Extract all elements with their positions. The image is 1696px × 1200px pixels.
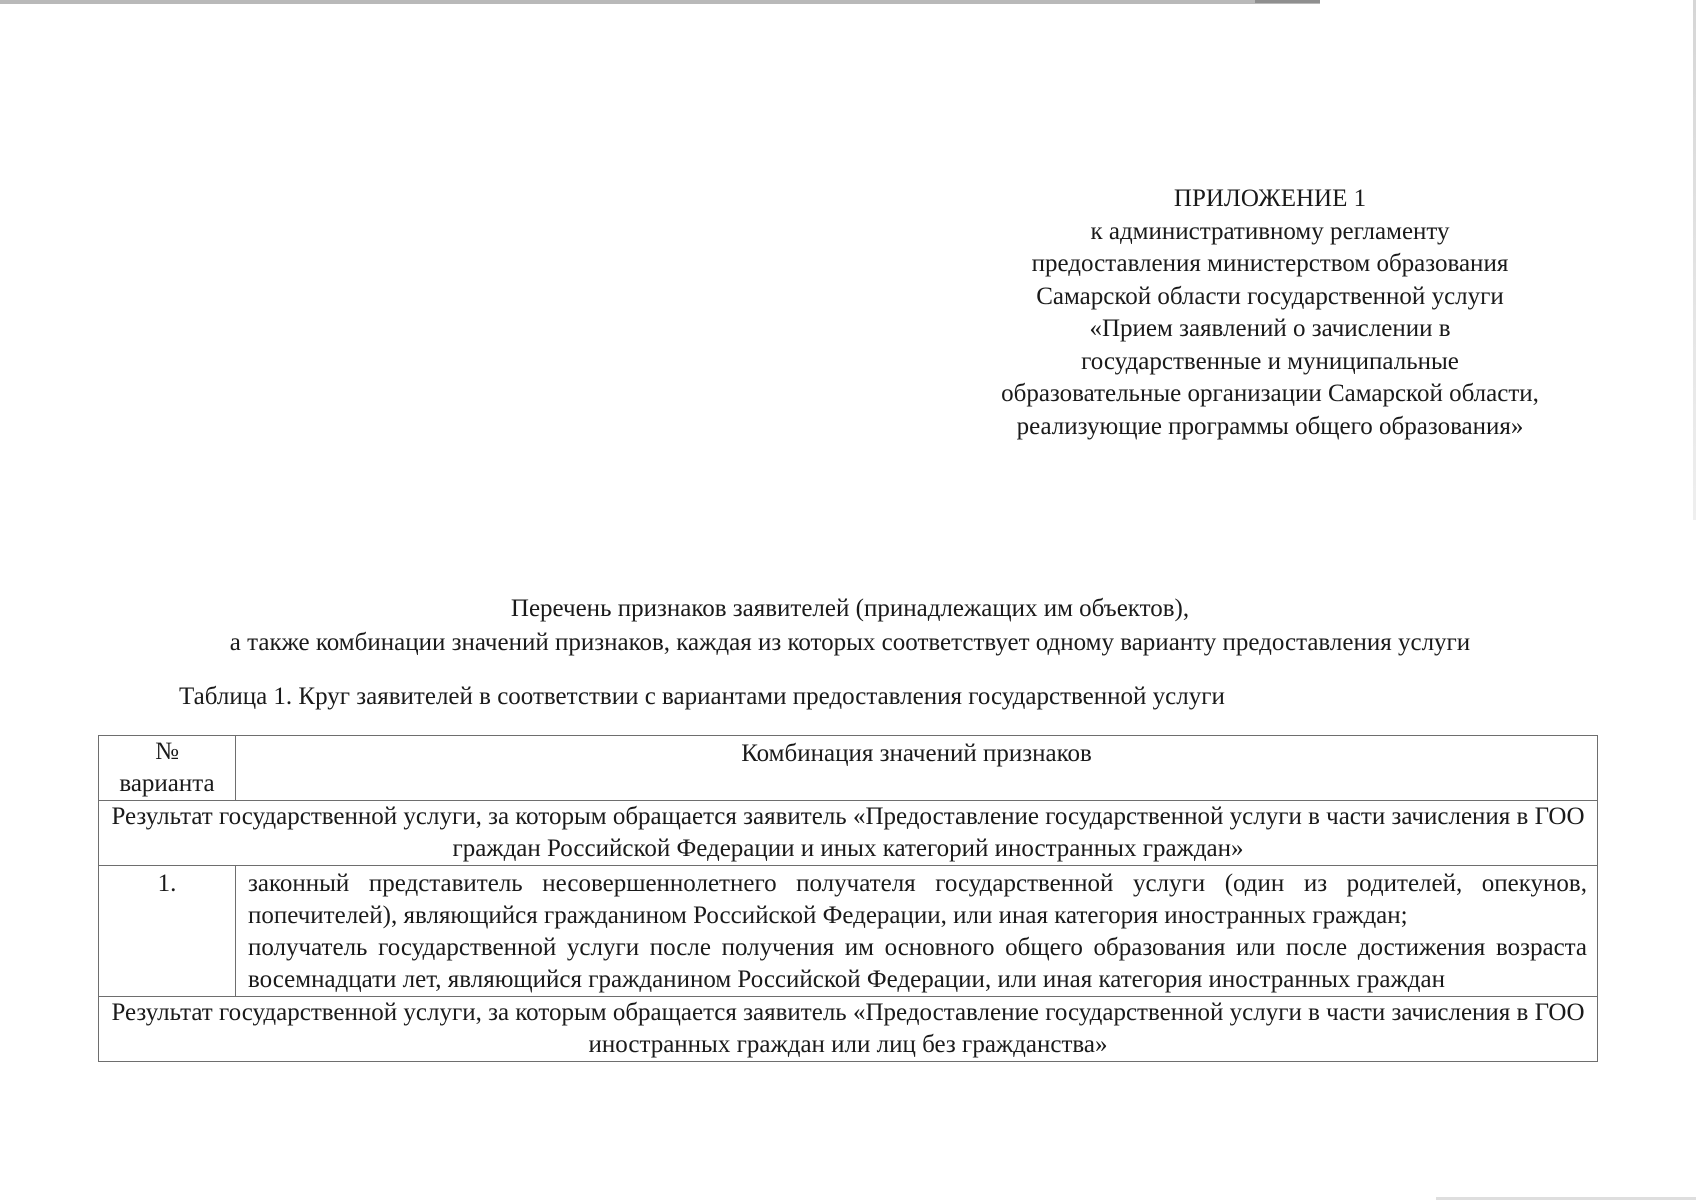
appendix-line: государственные и муниципальные <box>1081 347 1459 375</box>
header-variant-number <box>99 736 236 801</box>
table-row <box>99 866 1598 997</box>
combination-cell <box>236 866 1598 997</box>
appendix-line: образовательные организации Самарской области, <box>1001 380 1539 407</box>
table-caption: Таблица 1. Круг заявителей в соответствии с вариантами предоставления государственной услуги <box>179 683 1225 710</box>
list-title <box>100 592 1600 660</box>
appendix-line: предоставления министерством образования <box>1031 250 1509 277</box>
appendix-line: «Прием заявлений о зачислении в <box>1089 315 1451 342</box>
list-title-line-1: Перечень признаков заявителей (принадлежащих им объектов), <box>510 595 1190 622</box>
applicants-table <box>98 735 1598 1062</box>
list-title-line-2: а также комбинации значений признаков, каждая из которых соответствует одному варианту предоставления услуги <box>229 629 1471 656</box>
scan-top-edge-mark <box>1255 0 1320 3</box>
appendix-line: к административному регламенту <box>1090 217 1450 245</box>
scan-top-edge <box>0 0 1320 4</box>
appendix-line: Самарской области государственной услуги <box>1036 282 1504 310</box>
appendix-title: ПРИЛОЖЕНИЕ 1 <box>1173 185 1367 212</box>
result-cell-1: Результат государственной услуги, за которым обращается заявитель «Предоставление государственной услуги в части зачисления в ГОО граждан Российской Федерации и иных категорий иностранных граждан» <box>99 801 1598 866</box>
header-variant-label: варианта <box>119 770 215 797</box>
combination-paragraph-2: получатель государственной услуги после получения им основного общего образования или после достижения возраста восемнадцати лет, являющийся гражданином Российской Федерации, или иная категория иностранных граждан <box>248 934 1587 993</box>
appendix-line: реализующие программы общего образования» <box>1016 412 1524 440</box>
combination-paragraph-1: законный представитель несовершеннолетнего получателя государственной услуги (один из родителей, опекунов, попечителей), являющийся гражданином Российской Федерации, или иная категория иностранных граждан; <box>248 870 1587 929</box>
header-num-sign: № <box>155 738 179 765</box>
table-row <box>99 997 1598 1062</box>
table-header-row <box>99 736 1598 801</box>
result-cell-2: Результат государственной услуги, за которым обращается заявитель «Предоставление государственной услуги в части зачисления в ГОО иностранных граждан или лиц без гражданства» <box>99 997 1598 1062</box>
table-row <box>99 801 1598 866</box>
variant-number-cell: 1. <box>99 866 236 997</box>
header-combination: Комбинация значений признаков <box>236 736 1598 801</box>
appendix-header <box>900 183 1640 443</box>
